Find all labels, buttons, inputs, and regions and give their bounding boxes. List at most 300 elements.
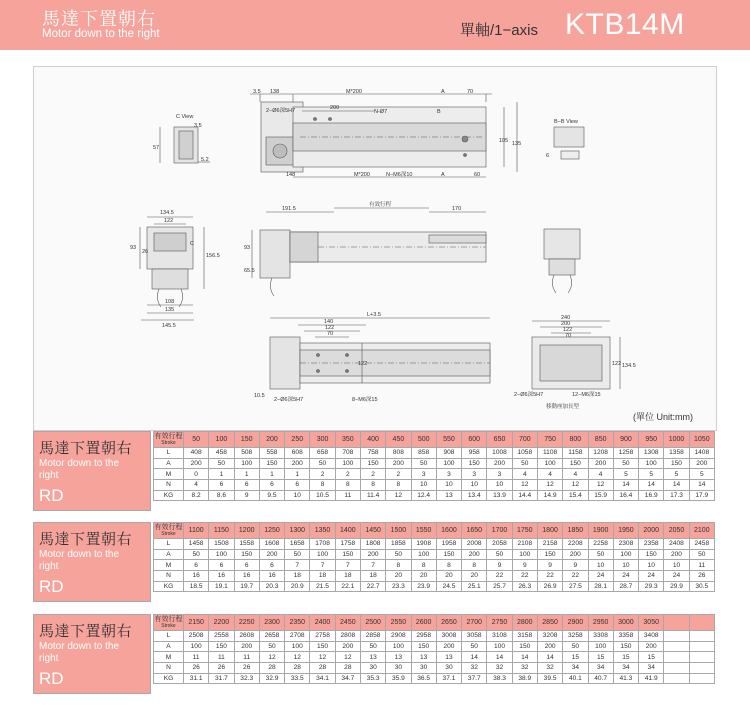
table-row	[154, 641, 715, 652]
table-cell: 200	[335, 641, 360, 652]
table-cell: 1758	[335, 539, 360, 550]
page-title-zh: 馬達下置朝右	[42, 9, 156, 29]
table-cell: 10.5	[310, 490, 335, 501]
table-cell: 28	[310, 663, 335, 674]
section-label-zh: 馬達下置朝右	[39, 623, 133, 640]
row-label: A	[154, 549, 184, 560]
table-cell: 2608	[234, 631, 259, 642]
table-cell: 12	[386, 490, 411, 501]
table-cell: 150	[411, 641, 436, 652]
dim-240: 240	[561, 315, 571, 321]
table-cell: 1058	[512, 448, 537, 459]
dim-135: 135	[512, 141, 522, 147]
section-label-en: Motor down to the right	[39, 549, 120, 572]
stroke-value: 900	[613, 432, 638, 448]
table-cell: 2108	[512, 539, 537, 550]
table-cell: 12	[588, 480, 613, 491]
table-cell: 13	[360, 652, 385, 663]
spec-table	[153, 431, 715, 501]
table-cell: 14	[613, 480, 638, 491]
table-cell: 1158	[563, 448, 588, 459]
table-cell: 24	[588, 571, 613, 582]
table-cell: 100	[285, 641, 310, 652]
stroke-value: 800	[563, 432, 588, 448]
table-cell: 2658	[259, 631, 284, 642]
row-label: M	[154, 560, 184, 571]
dim-148: 148	[286, 172, 296, 178]
table-cell: 26	[689, 571, 714, 582]
stroke-value: 1650	[462, 523, 487, 539]
table-cell: 50	[285, 549, 310, 560]
table-cell: 12	[537, 480, 562, 491]
stroke-value: 1200	[234, 523, 259, 539]
table-cell: 32	[487, 663, 512, 674]
table-cell: 26	[234, 663, 259, 674]
table-cell: 50	[310, 458, 335, 469]
table-cell: 28	[259, 663, 284, 674]
stroke-header-en: Stroke	[161, 439, 176, 446]
table-cell: 28	[335, 663, 360, 674]
table-row	[154, 571, 715, 582]
table-cell: 32	[512, 663, 537, 674]
table-cell: 12	[310, 652, 335, 663]
table-cell: 1	[285, 469, 310, 480]
table-cell: 28	[285, 663, 310, 674]
table-cell: 25.7	[487, 581, 512, 592]
stroke-value: 2750	[487, 615, 512, 631]
table-cell: 16	[234, 571, 259, 582]
table-cell: 100	[639, 458, 664, 469]
dim-108: 108	[165, 299, 175, 305]
dim-c: C	[190, 241, 194, 247]
table-cell: 33.5	[285, 673, 310, 684]
table-cell: 408	[184, 448, 209, 459]
dim-200-b: 200	[561, 321, 571, 327]
table-cell: 23.3	[386, 581, 411, 592]
table-cell: 8	[386, 560, 411, 571]
stroke-value: 2600	[411, 615, 436, 631]
stroke-value: 2800	[512, 615, 537, 631]
table-cell: 2	[335, 469, 360, 480]
dim-12-m6: 12−M6深15	[572, 392, 601, 398]
table-row	[154, 539, 715, 550]
table-cell: 16	[259, 571, 284, 582]
table-cell: 13.9	[487, 490, 512, 501]
table-cell: 4	[512, 469, 537, 480]
table-cell: 11	[689, 560, 714, 571]
stroke-value: 1050	[689, 432, 714, 448]
stroke-value: 1350	[310, 523, 335, 539]
table-cell: 6	[259, 480, 284, 491]
table-cell: 22	[563, 571, 588, 582]
table-cell: 150	[563, 458, 588, 469]
table-cell: 758	[360, 448, 385, 459]
stroke-value: 2300	[259, 615, 284, 631]
table-cell: 50	[360, 641, 385, 652]
table-cell: 200	[537, 641, 562, 652]
table-cell: 32.9	[259, 673, 284, 684]
table-cell: 200	[285, 458, 310, 469]
table-cell: 1258	[613, 448, 638, 459]
extended-slider-note: 移動座加長型	[546, 404, 580, 410]
stroke-value	[664, 615, 689, 631]
table-cell: 2	[310, 469, 335, 480]
table-cell: 1958	[436, 539, 461, 550]
table-cell: 24.5	[436, 581, 461, 592]
table-cell: 13	[411, 652, 436, 663]
table-cell: 23.9	[411, 581, 436, 592]
table-cell: 8	[411, 560, 436, 571]
stroke-value: 2450	[335, 615, 360, 631]
table-cell: 3358	[613, 631, 638, 642]
stroke-value: 550	[436, 432, 461, 448]
table-cell: 10	[664, 560, 689, 571]
stroke-value: 1850	[563, 523, 588, 539]
table-cell: 1808	[360, 539, 385, 550]
table-cell: 150	[613, 641, 638, 652]
row-label: N	[154, 571, 184, 582]
table-cell: 200	[588, 458, 613, 469]
stroke-header-label	[154, 523, 184, 539]
table-cell: 29.9	[664, 581, 689, 592]
dim-70-b: 70	[327, 331, 334, 337]
section-label-en: Motor down to the right	[39, 458, 120, 481]
table-cell: 13	[436, 490, 461, 501]
table-cell: 3108	[487, 631, 512, 642]
table-cell: 37.7	[462, 673, 487, 684]
row-label: M	[154, 469, 184, 480]
table-cell: 18	[285, 571, 310, 582]
row-label: M	[154, 652, 184, 663]
table-cell: 35.3	[360, 673, 385, 684]
table-cell: 1358	[664, 448, 689, 459]
section-label-zh: 馬達下置朝右	[39, 440, 133, 457]
table-cell: 200	[259, 549, 284, 560]
dim-200: 200	[330, 105, 340, 111]
section-label	[33, 431, 151, 511]
table-cell: 150	[537, 549, 562, 560]
table-row	[154, 458, 715, 469]
table-cell: 2	[360, 469, 385, 480]
stroke-value: 1700	[487, 523, 512, 539]
table-cell: 150	[639, 549, 664, 560]
dim-145-5: 145.5	[162, 323, 176, 329]
stroke-value: 100	[209, 432, 234, 448]
stroke-value: 2150	[184, 615, 209, 631]
table-cell: 35.9	[386, 673, 411, 684]
table-cell	[664, 673, 689, 684]
table-cell: 25.1	[462, 581, 487, 592]
table-cell: 3208	[537, 631, 562, 642]
dim-3-5: 3.5	[253, 89, 261, 95]
section-code: RD	[39, 577, 64, 596]
table-cell: 22.1	[335, 581, 360, 592]
table-cell: 16.4	[613, 490, 638, 501]
stroke-value: 2350	[285, 615, 310, 631]
stroke-value: 2100	[689, 523, 714, 539]
table-cell: 34	[588, 663, 613, 674]
table-cell: 22.7	[360, 581, 385, 592]
table-cell: 150	[360, 458, 385, 469]
section-label	[33, 614, 151, 694]
table-cell: 8.6	[209, 490, 234, 501]
table-cell: 9	[234, 490, 259, 501]
table-cell: 9	[563, 560, 588, 571]
table-row	[154, 673, 715, 684]
table-cell: 9.5	[259, 490, 284, 501]
table-cell: 150	[335, 549, 360, 560]
table-cell: 1458	[184, 539, 209, 550]
table-cell: 50	[386, 549, 411, 560]
stroke-value: 1150	[209, 523, 234, 539]
table-cell: 200	[664, 549, 689, 560]
table-cell: 41.3	[613, 673, 638, 684]
table-cell: 200	[184, 458, 209, 469]
table-cell: 2908	[386, 631, 411, 642]
table-cell: 6	[184, 560, 209, 571]
table-cell: 10	[285, 490, 310, 501]
table-row	[154, 652, 715, 663]
dim-3-5-c: 3.5	[194, 123, 202, 129]
table-cell: 20	[462, 571, 487, 582]
stroke-value: 250	[285, 432, 310, 448]
table-cell: 2008	[462, 539, 487, 550]
stroke-value: 1800	[537, 523, 562, 539]
table-cell: 3	[436, 469, 461, 480]
table-cell: 200	[386, 458, 411, 469]
table-cell: 200	[234, 641, 259, 652]
table-cell: 100	[487, 641, 512, 652]
row-label: KG	[154, 581, 184, 592]
table-cell: 32.3	[234, 673, 259, 684]
table-cell: 100	[335, 458, 360, 469]
table-cell: 11	[234, 652, 259, 663]
table-cell: 15	[639, 652, 664, 663]
table-cell: 16.9	[639, 490, 664, 501]
stroke-value: 1600	[436, 523, 461, 539]
table-cell: 8	[310, 480, 335, 491]
dim-8-m6: 8−M6深15	[352, 397, 378, 403]
spec-section-3	[33, 614, 717, 695]
table-cell: 3	[411, 469, 436, 480]
dim-93: 93	[130, 245, 137, 251]
row-label: N	[154, 663, 184, 674]
table-cell: 908	[436, 448, 461, 459]
dim-2-hole-h7-b: 2−Ø6深5H7	[274, 397, 304, 403]
stroke-value: 1100	[184, 523, 209, 539]
table-cell: 658	[310, 448, 335, 459]
table-cell: 36.5	[411, 673, 436, 684]
table-cell: 29.3	[639, 581, 664, 592]
table-cell: 100	[310, 549, 335, 560]
table-cell: 2708	[285, 631, 310, 642]
table-cell: 1708	[310, 539, 335, 550]
table-cell: 1508	[209, 539, 234, 550]
stroke-value: 300	[310, 432, 335, 448]
table-cell: 508	[234, 448, 259, 459]
dim-105: 105	[499, 138, 509, 144]
table-cell: 4	[184, 480, 209, 491]
table-cell: 150	[234, 549, 259, 560]
table-cell: 17.3	[664, 490, 689, 501]
table-cell: 558	[259, 448, 284, 459]
table-cell	[689, 673, 714, 684]
unit-note: (單位 Unit:mm)	[633, 412, 693, 422]
stroke-value: 600	[462, 432, 487, 448]
table-cell: 2058	[487, 539, 512, 550]
stroke-value: 750	[537, 432, 562, 448]
table-cell: 608	[285, 448, 310, 459]
stroke-value: 2400	[310, 615, 335, 631]
table-cell: 12	[285, 652, 310, 663]
table-cell: 1108	[537, 448, 562, 459]
table-cell: 4	[588, 469, 613, 480]
table-cell: 15	[613, 652, 638, 663]
table-cell: 2858	[360, 631, 385, 642]
spec-section-2	[33, 522, 717, 603]
table-cell: 150	[259, 458, 284, 469]
table-cell: 6	[285, 480, 310, 491]
dim-n-hole: N-Ø7	[374, 109, 388, 115]
stroke-value: 2850	[537, 615, 562, 631]
table-cell: 12	[335, 652, 360, 663]
dim-2-hole-h7: 2−Ø6深5H7	[266, 108, 296, 114]
row-label: A	[154, 641, 184, 652]
row-label: KG	[154, 673, 184, 684]
table-cell: 2158	[537, 539, 562, 550]
page-header	[0, 0, 750, 50]
table-cell: 1608	[259, 539, 284, 550]
stroke-value: 150	[234, 432, 259, 448]
stroke-value: 500	[411, 432, 436, 448]
dim-26: 26	[142, 249, 149, 255]
table-cell: 14	[664, 480, 689, 491]
table-cell: 8	[335, 480, 360, 491]
table-cell: 40.1	[563, 673, 588, 684]
table-cell: 2958	[411, 631, 436, 642]
table-cell: 3308	[588, 631, 613, 642]
dim-70: 70	[467, 89, 474, 95]
dim-m200: M*200	[346, 89, 362, 95]
dim-134-5-b: 134.5	[622, 363, 636, 369]
stroke-header-row	[154, 615, 715, 631]
table-cell: 5	[664, 469, 689, 480]
table-cell: 200	[487, 458, 512, 469]
table-cell: 100	[209, 549, 234, 560]
table-cell: 18	[360, 571, 385, 582]
table-cell: 22	[537, 571, 562, 582]
table-cell: 2258	[588, 539, 613, 550]
table-cell: 6	[234, 560, 259, 571]
dim-70-c: 70	[565, 333, 572, 339]
dim-stroke: 有效行程	[369, 202, 392, 208]
dim-156-5: 156.5	[206, 253, 220, 259]
table-cell: 1008	[487, 448, 512, 459]
table-cell: 11	[335, 490, 360, 501]
table-cell: 9	[512, 560, 537, 571]
table-cell: 24	[664, 571, 689, 582]
table-cell: 31.7	[209, 673, 234, 684]
stroke-value: 2500	[360, 615, 385, 631]
table-cell: 10	[487, 480, 512, 491]
table-cell: 14	[639, 480, 664, 491]
row-label: L	[154, 539, 184, 550]
table-cell: 1908	[411, 539, 436, 550]
table-cell: 1208	[588, 448, 613, 459]
table-cell: 11	[209, 652, 234, 663]
table-cell: 5	[689, 469, 714, 480]
table-cell: 50	[487, 549, 512, 560]
table-cell: 1	[234, 469, 259, 480]
dim-n-m6: N−M6深10	[386, 172, 413, 178]
spec-table	[153, 522, 715, 592]
table-cell: 27.5	[563, 581, 588, 592]
table-cell: 1558	[234, 539, 259, 550]
row-label: N	[154, 480, 184, 491]
table-cell: 10	[613, 560, 638, 571]
table-cell: 38.3	[487, 673, 512, 684]
table-cell: 13	[436, 652, 461, 663]
table-cell: 100	[512, 549, 537, 560]
dim-93-b: 93	[244, 245, 251, 251]
table-cell: 2508	[184, 631, 209, 642]
table-cell: 20	[436, 571, 461, 582]
table-row	[154, 490, 715, 501]
stroke-value: 1450	[360, 523, 385, 539]
dim-a: A	[441, 89, 445, 95]
table-cell: 200	[563, 549, 588, 560]
table-cell: 50	[689, 549, 714, 560]
table-cell: 12.4	[411, 490, 436, 501]
table-cell: 3008	[436, 631, 461, 642]
table-cell: 20	[411, 571, 436, 582]
table-cell: 26.3	[512, 581, 537, 592]
table-cell: 1	[259, 469, 284, 480]
stroke-value: 400	[360, 432, 385, 448]
table-cell: 30	[360, 663, 385, 674]
table-cell: 1	[209, 469, 234, 480]
stroke-value: 1750	[512, 523, 537, 539]
table-cell: 200	[462, 549, 487, 560]
table-cell: 50	[613, 458, 638, 469]
table-cell: 100	[613, 549, 638, 560]
section-code: RD	[39, 486, 64, 505]
table-cell: 11	[184, 652, 209, 663]
table-cell: 200	[360, 549, 385, 560]
table-cell: 16	[184, 571, 209, 582]
stroke-value: 1300	[285, 523, 310, 539]
table-cell: 32	[462, 663, 487, 674]
stroke-value: 1950	[613, 523, 638, 539]
stroke-value	[689, 615, 714, 631]
table-cell: 7	[360, 560, 385, 571]
table-cell: 15	[563, 652, 588, 663]
technical-drawing	[33, 66, 717, 431]
table-cell: 3158	[512, 631, 537, 642]
table-cell: 2208	[563, 539, 588, 550]
table-cell: 18	[310, 571, 335, 582]
section-label-en: Motor down to the right	[39, 641, 120, 664]
table-cell: 708	[335, 448, 360, 459]
dim-6: 6	[546, 153, 550, 159]
table-cell	[664, 663, 689, 674]
dim-l-3-5: L+3.5	[367, 312, 381, 318]
table-cell: 1858	[386, 539, 411, 550]
table-cell: 50	[512, 458, 537, 469]
table-cell: 458	[209, 448, 234, 459]
table-cell: 6	[234, 480, 259, 491]
table-cell: 39.5	[537, 673, 562, 684]
